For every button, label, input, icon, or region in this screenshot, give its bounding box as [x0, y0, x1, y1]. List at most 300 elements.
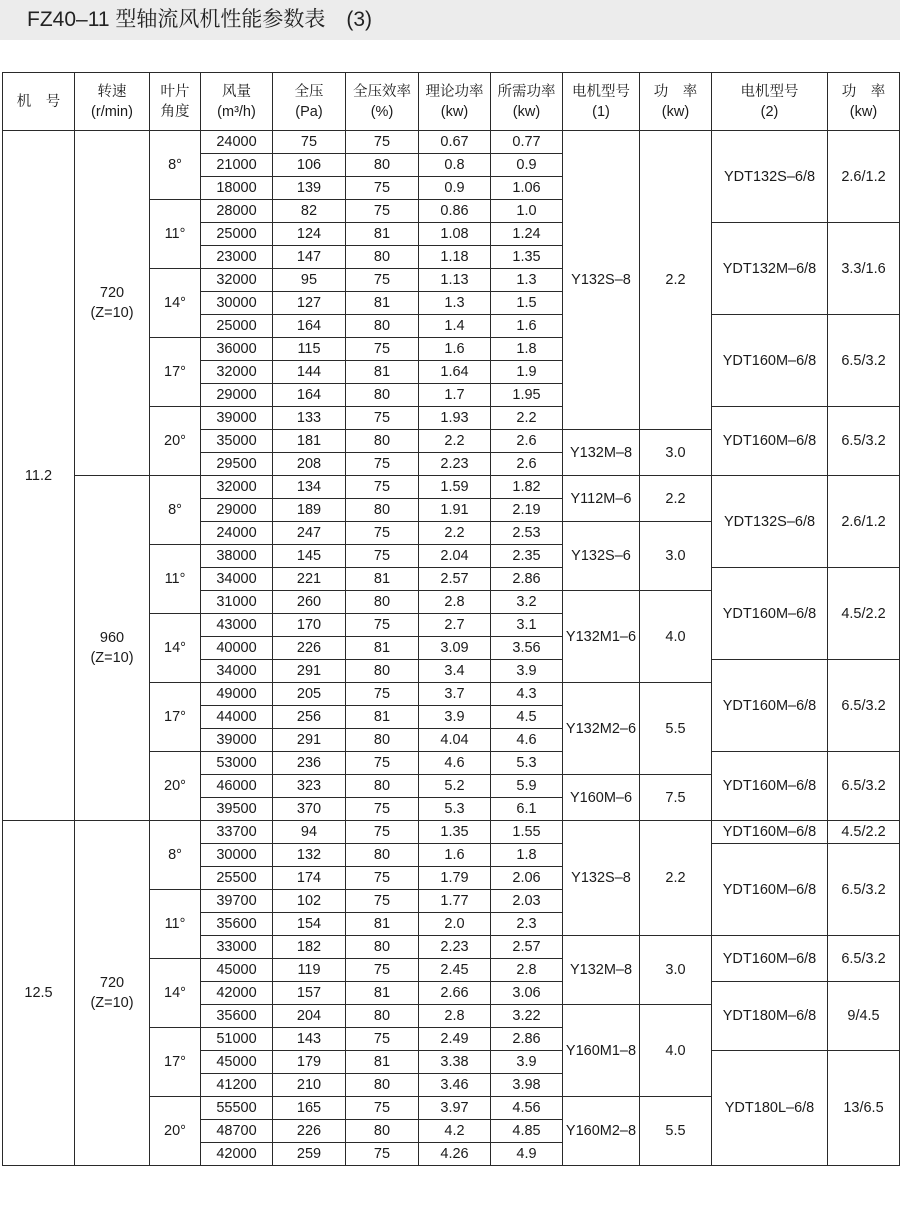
efficiency-cell: 75 [346, 959, 419, 982]
column-header-line1: 转速 [97, 83, 127, 100]
pressure-cell: 182 [273, 936, 346, 959]
column-header [273, 73, 346, 131]
efficiency-cell: 75 [346, 614, 419, 637]
airflow-cell: 24000 [201, 131, 273, 154]
theoretical-power-cell: 1.64 [419, 361, 491, 384]
speed-value: 720 [99, 285, 125, 301]
efficiency-cell: 75 [346, 798, 419, 821]
airflow-cell: 39000 [201, 729, 273, 752]
theoretical-power-cell: 2.23 [419, 936, 491, 959]
theoretical-power-cell: 0.67 [419, 131, 491, 154]
efficiency-cell: 81 [346, 637, 419, 660]
pressure-cell: 143 [273, 1028, 346, 1051]
motor1-model-cell: Y160M–6 [563, 775, 640, 821]
blade-angle-cell: 14° [150, 959, 201, 1028]
motor2-model-cell: YDT160M–6/8 [712, 660, 828, 752]
efficiency-cell: 81 [346, 913, 419, 936]
required-power-cell: 2.86 [491, 568, 563, 591]
required-power-cell: 2.06 [491, 867, 563, 890]
pressure-cell: 256 [273, 706, 346, 729]
efficiency-cell: 80 [346, 1005, 419, 1028]
required-power-cell: 4.3 [491, 683, 563, 706]
pressure-cell: 208 [273, 453, 346, 476]
column-header [712, 73, 828, 131]
motor1-model-cell: Y112M–6 [563, 476, 640, 522]
efficiency-cell: 75 [346, 890, 419, 913]
required-power-cell: 3.2 [491, 591, 563, 614]
motor1-power-cell: 4.0 [640, 1005, 712, 1097]
motor1-power-cell: 3.0 [640, 430, 712, 476]
theoretical-power-cell: 0.8 [419, 154, 491, 177]
pressure-cell: 226 [273, 1120, 346, 1143]
required-power-cell: 1.95 [491, 384, 563, 407]
airflow-cell: 34000 [201, 660, 273, 683]
motor1-model-cell: Y132M–8 [563, 430, 640, 476]
efficiency-cell: 80 [346, 430, 419, 453]
motor2-power-cell: 6.5/3.2 [828, 936, 900, 982]
motor2-power-cell: 6.5/3.2 [828, 844, 900, 936]
efficiency-cell: 75 [346, 407, 419, 430]
blade-count: (Z=10) [90, 305, 134, 321]
header-row [3, 73, 900, 131]
motor2-power-cell: 4.5/2.2 [828, 821, 900, 844]
machine-number-cell: 11.2 [3, 131, 75, 821]
airflow-cell: 23000 [201, 246, 273, 269]
airflow-cell: 45000 [201, 1051, 273, 1074]
airflow-cell: 36000 [201, 338, 273, 361]
required-power-cell: 2.57 [491, 936, 563, 959]
airflow-cell: 31000 [201, 591, 273, 614]
theoretical-power-cell: 2.66 [419, 982, 491, 1005]
motor1-power-cell: 4.0 [640, 591, 712, 683]
required-power-cell: 1.8 [491, 338, 563, 361]
column-header-line1: 所需功率 [497, 83, 556, 100]
airflow-cell: 35600 [201, 1005, 273, 1028]
airflow-cell: 25500 [201, 867, 273, 890]
theoretical-power-cell: 2.0 [419, 913, 491, 936]
theoretical-power-cell: 4.2 [419, 1120, 491, 1143]
efficiency-cell: 75 [346, 522, 419, 545]
motor2-model-cell: YDT132S–6/8 [712, 476, 828, 568]
required-power-cell: 2.86 [491, 1028, 563, 1051]
column-header [75, 73, 150, 131]
theoretical-power-cell: 2.8 [419, 591, 491, 614]
motor2-model-cell: YDT160M–6/8 [712, 315, 828, 407]
motor1-power-cell: 5.5 [640, 683, 712, 775]
theoretical-power-cell: 2.23 [419, 453, 491, 476]
required-power-cell: 1.0 [491, 200, 563, 223]
machine-number-cell: 12.5 [3, 821, 75, 1166]
table-row [3, 476, 900, 499]
column-header-line1: 机 号 [16, 93, 61, 110]
required-power-cell: 1.8 [491, 844, 563, 867]
motor2-model-cell: YDT160M–6/8 [712, 407, 828, 476]
required-power-cell: 3.06 [491, 982, 563, 1005]
airflow-cell: 39500 [201, 798, 273, 821]
efficiency-cell: 80 [346, 154, 419, 177]
motor2-model-cell: YDT180M–6/8 [712, 982, 828, 1051]
efficiency-cell: 81 [346, 706, 419, 729]
pressure-cell: 164 [273, 315, 346, 338]
theoretical-power-cell: 3.09 [419, 637, 491, 660]
blade-angle-cell: 11° [150, 545, 201, 614]
efficiency-cell: 75 [346, 1028, 419, 1051]
airflow-cell: 35600 [201, 913, 273, 936]
column-header-line2: (%) [370, 103, 394, 120]
motor1-power-cell: 3.0 [640, 522, 712, 591]
motor1-power-cell: 2.2 [640, 131, 712, 430]
theoretical-power-cell: 3.38 [419, 1051, 491, 1074]
column-header-line1: 全压效率 [353, 83, 411, 100]
motor2-model-cell: YDT132M–6/8 [712, 223, 828, 315]
table-body [3, 131, 900, 1166]
motor2-power-cell: 4.5/2.2 [828, 568, 900, 660]
pressure-cell: 205 [273, 683, 346, 706]
column-header [828, 73, 900, 131]
airflow-cell: 41200 [201, 1074, 273, 1097]
theoretical-power-cell: 2.04 [419, 545, 491, 568]
blade-angle-cell: 17° [150, 683, 201, 752]
airflow-cell: 32000 [201, 476, 273, 499]
airflow-cell: 29000 [201, 384, 273, 407]
theoretical-power-cell: 2.2 [419, 430, 491, 453]
airflow-cell: 33700 [201, 821, 273, 844]
blade-angle-cell: 8° [150, 476, 201, 545]
pressure-cell: 259 [273, 1143, 346, 1166]
motor1-model-cell: Y132S–8 [563, 131, 640, 430]
theoretical-power-cell: 1.77 [419, 890, 491, 913]
airflow-cell: 46000 [201, 775, 273, 798]
speed-cell [75, 476, 150, 821]
pressure-cell: 102 [273, 890, 346, 913]
airflow-cell: 53000 [201, 752, 273, 775]
motor2-power-cell: 3.3/1.6 [828, 223, 900, 315]
airflow-cell: 39700 [201, 890, 273, 913]
efficiency-cell: 81 [346, 361, 419, 384]
airflow-cell: 32000 [201, 269, 273, 292]
motor2-model-cell: YDT160M–6/8 [712, 936, 828, 982]
motor1-model-cell: Y132M–8 [563, 936, 640, 1005]
required-power-cell: 0.9 [491, 154, 563, 177]
theoretical-power-cell: 1.13 [419, 269, 491, 292]
motor2-model-cell: YDT160M–6/8 [712, 568, 828, 660]
airflow-cell: 29000 [201, 499, 273, 522]
efficiency-cell: 80 [346, 384, 419, 407]
efficiency-cell: 75 [346, 867, 419, 890]
efficiency-cell: 80 [346, 591, 419, 614]
blade-angle-cell: 17° [150, 338, 201, 407]
airflow-cell: 55500 [201, 1097, 273, 1120]
airflow-cell: 42000 [201, 982, 273, 1005]
blade-angle-cell: 11° [150, 890, 201, 959]
airflow-cell: 28000 [201, 200, 273, 223]
title-bar [0, 0, 900, 40]
efficiency-cell: 80 [346, 660, 419, 683]
theoretical-power-cell: 1.18 [419, 246, 491, 269]
pressure-cell: 170 [273, 614, 346, 637]
pressure-cell: 145 [273, 545, 346, 568]
pressure-cell: 164 [273, 384, 346, 407]
efficiency-cell: 80 [346, 1120, 419, 1143]
efficiency-cell: 81 [346, 223, 419, 246]
pressure-cell: 139 [273, 177, 346, 200]
blade-angle-cell: 20° [150, 752, 201, 821]
required-power-cell: 2.8 [491, 959, 563, 982]
efficiency-cell: 75 [346, 453, 419, 476]
airflow-cell: 40000 [201, 637, 273, 660]
airflow-cell: 24000 [201, 522, 273, 545]
pressure-cell: 134 [273, 476, 346, 499]
motor1-power-cell: 3.0 [640, 936, 712, 1005]
required-power-cell: 3.9 [491, 660, 563, 683]
column-header-line2: (m³/h) [217, 103, 256, 120]
required-power-cell: 4.56 [491, 1097, 563, 1120]
required-power-cell: 1.9 [491, 361, 563, 384]
pressure-cell: 132 [273, 844, 346, 867]
pressure-cell: 119 [273, 959, 346, 982]
theoretical-power-cell: 1.59 [419, 476, 491, 499]
efficiency-cell: 80 [346, 729, 419, 752]
table-header [3, 73, 900, 131]
required-power-cell: 4.6 [491, 729, 563, 752]
column-header-line2: (1) [592, 103, 610, 120]
motor2-model-cell: YDT160M–6/8 [712, 821, 828, 844]
airflow-cell: 43000 [201, 614, 273, 637]
motor1-model-cell: Y132M1–6 [563, 591, 640, 683]
theoretical-power-cell: 1.35 [419, 821, 491, 844]
theoretical-power-cell: 4.04 [419, 729, 491, 752]
motor1-power-cell: 2.2 [640, 476, 712, 522]
efficiency-cell: 80 [346, 936, 419, 959]
required-power-cell: 2.19 [491, 499, 563, 522]
pressure-cell: 323 [273, 775, 346, 798]
pressure-cell: 94 [273, 821, 346, 844]
motor1-model-cell: Y132S–8 [563, 821, 640, 936]
efficiency-cell: 75 [346, 269, 419, 292]
column-header-line1: 功 率 [841, 83, 886, 100]
column-header-line1: 电机型号 [572, 83, 630, 100]
blade-angle-cell: 8° [150, 131, 201, 200]
required-power-cell: 1.5 [491, 292, 563, 315]
motor2-model-cell: YDT132S–6/8 [712, 131, 828, 223]
efficiency-cell: 75 [346, 1097, 419, 1120]
performance-table [2, 72, 900, 1166]
airflow-cell: 48700 [201, 1120, 273, 1143]
theoretical-power-cell: 3.97 [419, 1097, 491, 1120]
theoretical-power-cell: 3.46 [419, 1074, 491, 1097]
airflow-cell: 25000 [201, 223, 273, 246]
pressure-cell: 221 [273, 568, 346, 591]
pressure-cell: 260 [273, 591, 346, 614]
column-header-line1: 叶片 [160, 83, 190, 100]
required-power-cell: 5.3 [491, 752, 563, 775]
required-power-cell: 2.6 [491, 453, 563, 476]
required-power-cell: 5.9 [491, 775, 563, 798]
efficiency-cell: 80 [346, 315, 419, 338]
motor2-power-cell: 13/6.5 [828, 1051, 900, 1166]
speed-cell [75, 821, 150, 1166]
pressure-cell: 75 [273, 131, 346, 154]
pressure-cell: 124 [273, 223, 346, 246]
theoretical-power-cell: 2.49 [419, 1028, 491, 1051]
efficiency-cell: 75 [346, 683, 419, 706]
pressure-cell: 247 [273, 522, 346, 545]
motor2-power-cell: 2.6/1.2 [828, 131, 900, 223]
column-header [563, 73, 640, 131]
theoretical-power-cell: 1.79 [419, 867, 491, 890]
airflow-cell: 33000 [201, 936, 273, 959]
efficiency-cell: 75 [346, 131, 419, 154]
motor2-power-cell: 6.5/3.2 [828, 315, 900, 407]
theoretical-power-cell: 3.9 [419, 706, 491, 729]
column-header [201, 73, 273, 131]
speed-value: 960 [99, 630, 125, 646]
efficiency-cell: 75 [346, 338, 419, 361]
airflow-cell: 29500 [201, 453, 273, 476]
theoretical-power-cell: 3.7 [419, 683, 491, 706]
efficiency-cell: 81 [346, 1051, 419, 1074]
required-power-cell: 4.5 [491, 706, 563, 729]
column-header-line1: 电机型号 [740, 83, 799, 100]
motor1-model-cell: Y160M1–8 [563, 1005, 640, 1097]
motor2-power-cell: 6.5/3.2 [828, 752, 900, 821]
airflow-cell: 45000 [201, 959, 273, 982]
motor1-power-cell: 2.2 [640, 821, 712, 936]
column-header [150, 73, 201, 131]
theoretical-power-cell: 1.08 [419, 223, 491, 246]
pressure-cell: 157 [273, 982, 346, 1005]
required-power-cell: 2.3 [491, 913, 563, 936]
motor1-power-cell: 7.5 [640, 775, 712, 821]
required-power-cell: 2.2 [491, 407, 563, 430]
theoretical-power-cell: 4.26 [419, 1143, 491, 1166]
motor2-model-cell: YDT180L–6/8 [712, 1051, 828, 1166]
pressure-cell: 210 [273, 1074, 346, 1097]
column-header [491, 73, 563, 131]
required-power-cell: 4.85 [491, 1120, 563, 1143]
column-header-line2: (kw) [849, 103, 878, 120]
theoretical-power-cell: 2.2 [419, 522, 491, 545]
theoretical-power-cell: 1.3 [419, 292, 491, 315]
efficiency-cell: 80 [346, 844, 419, 867]
theoretical-power-cell: 0.9 [419, 177, 491, 200]
column-header-line2: (r/min) [91, 103, 133, 120]
column-header-line1: 理论功率 [425, 83, 484, 100]
motor1-model-cell: Y132S–6 [563, 522, 640, 591]
column-header-line2: 角度 [160, 103, 190, 120]
pressure-cell: 291 [273, 729, 346, 752]
airflow-cell: 30000 [201, 844, 273, 867]
required-power-cell: 1.55 [491, 821, 563, 844]
motor1-model-cell: Y160M2–8 [563, 1097, 640, 1166]
airflow-cell: 34000 [201, 568, 273, 591]
blade-angle-cell: 20° [150, 407, 201, 476]
theoretical-power-cell: 1.6 [419, 844, 491, 867]
airflow-cell: 44000 [201, 706, 273, 729]
theoretical-power-cell: 4.6 [419, 752, 491, 775]
theoretical-power-cell: 1.7 [419, 384, 491, 407]
motor1-model-cell: Y132M2–6 [563, 683, 640, 775]
required-power-cell: 3.98 [491, 1074, 563, 1097]
required-power-cell: 3.1 [491, 614, 563, 637]
required-power-cell: 3.22 [491, 1005, 563, 1028]
theoretical-power-cell: 1.91 [419, 499, 491, 522]
column-header-line2: (kw) [440, 103, 469, 120]
column-header-line2: (kw) [512, 103, 541, 120]
blade-angle-cell: 20° [150, 1097, 201, 1166]
theoretical-power-cell: 5.3 [419, 798, 491, 821]
column-header-line2: (2) [760, 103, 779, 120]
pressure-cell: 127 [273, 292, 346, 315]
column-header-line1: 风量 [222, 83, 251, 100]
blade-angle-cell: 14° [150, 269, 201, 338]
efficiency-cell: 80 [346, 246, 419, 269]
required-power-cell: 1.24 [491, 223, 563, 246]
required-power-cell: 1.35 [491, 246, 563, 269]
efficiency-cell: 81 [346, 568, 419, 591]
blade-count: (Z=10) [90, 995, 134, 1011]
efficiency-cell: 80 [346, 775, 419, 798]
motor1-power-cell: 5.5 [640, 1097, 712, 1166]
theoretical-power-cell: 0.86 [419, 200, 491, 223]
blade-count: (Z=10) [90, 650, 134, 666]
blade-angle-cell: 11° [150, 200, 201, 269]
pressure-cell: 147 [273, 246, 346, 269]
airflow-cell: 35000 [201, 430, 273, 453]
required-power-cell: 0.77 [491, 131, 563, 154]
required-power-cell: 2.53 [491, 522, 563, 545]
column-header [3, 73, 75, 131]
pressure-cell: 174 [273, 867, 346, 890]
theoretical-power-cell: 1.6 [419, 338, 491, 361]
column-header-line2: (kw) [661, 103, 690, 120]
pressure-cell: 179 [273, 1051, 346, 1074]
table-row [3, 821, 900, 844]
required-power-cell: 6.1 [491, 798, 563, 821]
theoretical-power-cell: 1.4 [419, 315, 491, 338]
pressure-cell: 189 [273, 499, 346, 522]
motor2-power-cell: 9/4.5 [828, 982, 900, 1051]
column-header-line2: (Pa) [295, 103, 323, 120]
airflow-cell: 30000 [201, 292, 273, 315]
pressure-cell: 115 [273, 338, 346, 361]
efficiency-cell: 75 [346, 821, 419, 844]
blade-angle-cell: 8° [150, 821, 201, 890]
theoretical-power-cell: 2.8 [419, 1005, 491, 1028]
required-power-cell: 2.6 [491, 430, 563, 453]
theoretical-power-cell: 2.57 [419, 568, 491, 591]
required-power-cell: 2.35 [491, 545, 563, 568]
pressure-cell: 133 [273, 407, 346, 430]
motor2-model-cell: YDT160M–6/8 [712, 752, 828, 821]
required-power-cell: 1.6 [491, 315, 563, 338]
pressure-cell: 181 [273, 430, 346, 453]
efficiency-cell: 75 [346, 200, 419, 223]
column-header-line1: 功 率 [653, 83, 698, 100]
theoretical-power-cell: 2.7 [419, 614, 491, 637]
efficiency-cell: 75 [346, 752, 419, 775]
motor2-power-cell: 6.5/3.2 [828, 407, 900, 476]
column-header [640, 73, 712, 131]
required-power-cell: 4.9 [491, 1143, 563, 1166]
efficiency-cell: 75 [346, 1143, 419, 1166]
blade-angle-cell: 17° [150, 1028, 201, 1097]
speed-value: 720 [99, 975, 125, 991]
pressure-cell: 370 [273, 798, 346, 821]
efficiency-cell: 81 [346, 982, 419, 1005]
efficiency-cell: 80 [346, 499, 419, 522]
required-power-cell: 1.3 [491, 269, 563, 292]
